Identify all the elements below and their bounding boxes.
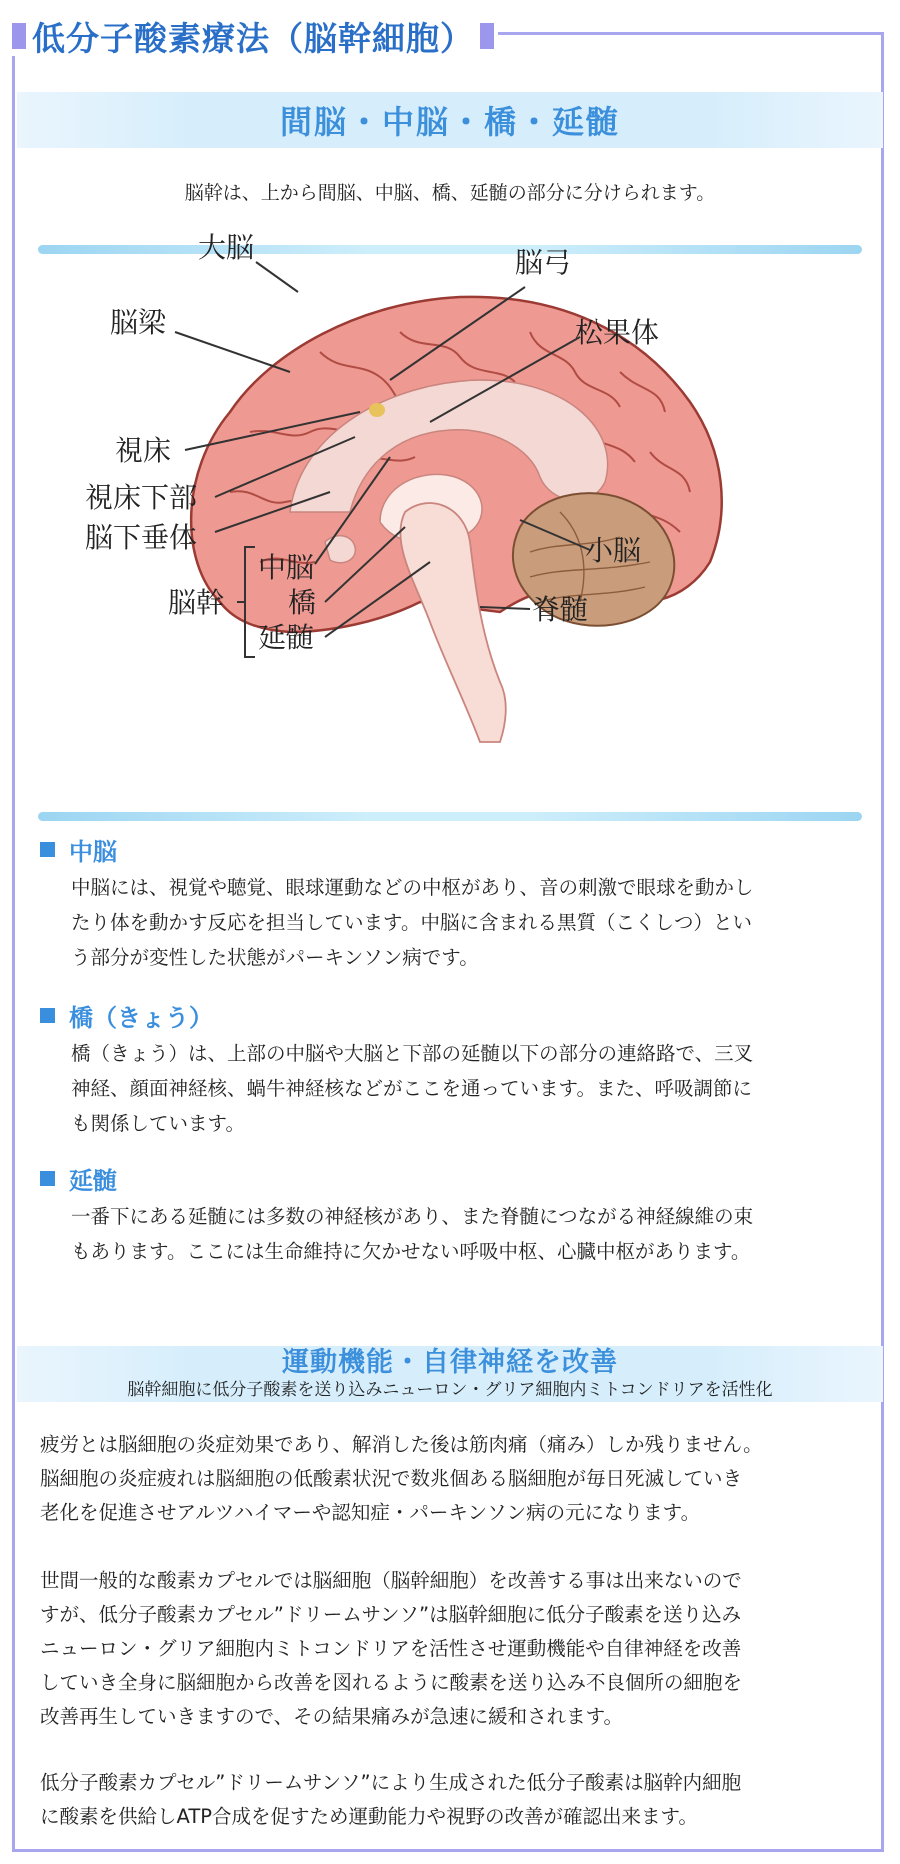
section1-intro: 脳幹は、上から間脳、中脳、橋、延髄の部分に分けられます。 bbox=[184, 182, 716, 204]
text-line: もあります。ここには生命維持に欠かせない呼吸中枢、心臓中枢があります。 bbox=[71, 1240, 751, 1263]
divider-bottom bbox=[38, 812, 862, 821]
part-title: 中脳 bbox=[69, 838, 117, 866]
section2-heading-band bbox=[17, 1346, 883, 1402]
part-heading-medulla bbox=[40, 1161, 117, 1196]
label-cerebellum: 小脳 bbox=[585, 534, 642, 567]
label-thalamus: 視床 bbox=[115, 434, 172, 467]
part-body-medulla bbox=[71, 1199, 871, 1269]
text-line: 疲労とは脳細胞の炎症効果であり、解消した後は筋肉痛（痛み）しか残りません。 bbox=[40, 1433, 763, 1456]
text-line: していき全身に脳細胞から改善を図れるように酸素を送り込み不良個所の細胞を bbox=[40, 1671, 743, 1694]
part-title: 橋（きょう） bbox=[69, 1004, 213, 1032]
label-spinal-cord: 脊髄 bbox=[532, 593, 589, 626]
text-line: 橋（きょう）は、上部の中脳や大脳と下部の延髄以下の部分の連絡路で、三叉 bbox=[71, 1042, 754, 1065]
part-heading-midbrain bbox=[40, 832, 117, 867]
label-pineal: 松果体 bbox=[575, 316, 660, 349]
section2-paragraph-3 bbox=[40, 1766, 870, 1834]
text-line: 低分子酸素カプセル”ドリームサンソ”により生成された低分子酸素は脳幹内細胞 bbox=[40, 1771, 742, 1794]
text-line: すが、低分子酸素カプセル”ドリームサンソ”は脳幹細胞に低分子酸素を送り込み bbox=[40, 1603, 742, 1626]
label-brainstem: 脳幹 bbox=[168, 586, 225, 619]
title-right-square bbox=[480, 23, 494, 49]
label-fornix: 脳弓 bbox=[515, 246, 572, 279]
square-bullet-icon bbox=[40, 1008, 55, 1023]
part-title: 延髄 bbox=[69, 1167, 117, 1195]
label-medulla: 延髄 bbox=[258, 621, 315, 654]
text-line: 老化を促進させアルツハイマーや認知症・パーキンソン病の元になります。 bbox=[40, 1501, 701, 1524]
fornix-dot bbox=[369, 403, 385, 417]
part-body-pons bbox=[71, 1036, 871, 1141]
label-hypothalamus: 視床下部 bbox=[85, 481, 198, 514]
divider-top bbox=[38, 245, 862, 254]
label-midbrain: 中脳 bbox=[258, 551, 315, 584]
section1-heading-band bbox=[17, 92, 883, 148]
page-title: 低分子酸素療法（脳幹細胞） bbox=[32, 18, 474, 58]
label-corpus-callosum: 脳梁 bbox=[110, 306, 167, 339]
brain-diagram bbox=[60, 231, 840, 802]
text-line: 世間一般的な酸素カプセルでは脳細胞（脳幹細胞）を改善する事は出来ないので bbox=[40, 1569, 742, 1592]
text-line: 一番下にある延髄には多数の神経核があり、また脊髄につながる神経線維の束 bbox=[71, 1205, 754, 1228]
text-line: う部分が変性した状態がパーキンソン病です。 bbox=[71, 946, 479, 969]
section2-paragraph-1 bbox=[40, 1428, 870, 1530]
text-line: に酸素を供給しATP合成を促すため運動能力や視野の改善が確認出来ます。 bbox=[40, 1805, 698, 1828]
text-line: ニューロン・グリア細胞内ミトコンドリアを活性させ運動機能や自律神経を改善 bbox=[40, 1637, 742, 1660]
pituitary-shape bbox=[325, 536, 355, 563]
square-bullet-icon bbox=[40, 1171, 55, 1186]
label-pituitary: 脳下垂体 bbox=[85, 521, 198, 554]
text-line: たり体を動かす反応を担当しています。中脳に含まれる黒質（こくしつ）とい bbox=[71, 911, 752, 934]
section2-paragraph-2 bbox=[40, 1564, 870, 1734]
part-heading-pons bbox=[40, 998, 213, 1033]
text-line: 改善再生していきますので、その結果痛みが急速に緩和されます。 bbox=[40, 1705, 624, 1728]
text-line: 中脳には、視覚や聴覚、眼球運動などの中枢があり、音の刺激で眼球を動かし bbox=[71, 876, 754, 899]
label-pons: 橋 bbox=[288, 586, 317, 619]
title-left-square bbox=[12, 23, 26, 49]
part-body-midbrain bbox=[71, 870, 871, 975]
page-title-bar bbox=[12, 16, 498, 56]
section2-subheading: 脳幹細胞に低分子酸素を送り込みニューロン・グリア細胞内ミトコンドリアを活性化 bbox=[127, 1380, 773, 1400]
text-line: 神経、顔面神経核、蝸牛神経核などがここを通っています。また、呼吸調節に bbox=[71, 1077, 752, 1100]
text-line: も関係しています。 bbox=[71, 1112, 245, 1135]
text-line: 脳細胞の炎症疲れは脳細胞の低酸素状況で数兆個ある脳細胞が毎日死滅していき bbox=[40, 1467, 743, 1490]
label-cerebrum: 大脳 bbox=[198, 231, 255, 264]
square-bullet-icon bbox=[40, 842, 55, 857]
section2-heading: 運動機能・自律神経を改善 bbox=[282, 1347, 618, 1378]
section1-heading: 間脳・中脳・橋・延髄 bbox=[279, 103, 620, 141]
